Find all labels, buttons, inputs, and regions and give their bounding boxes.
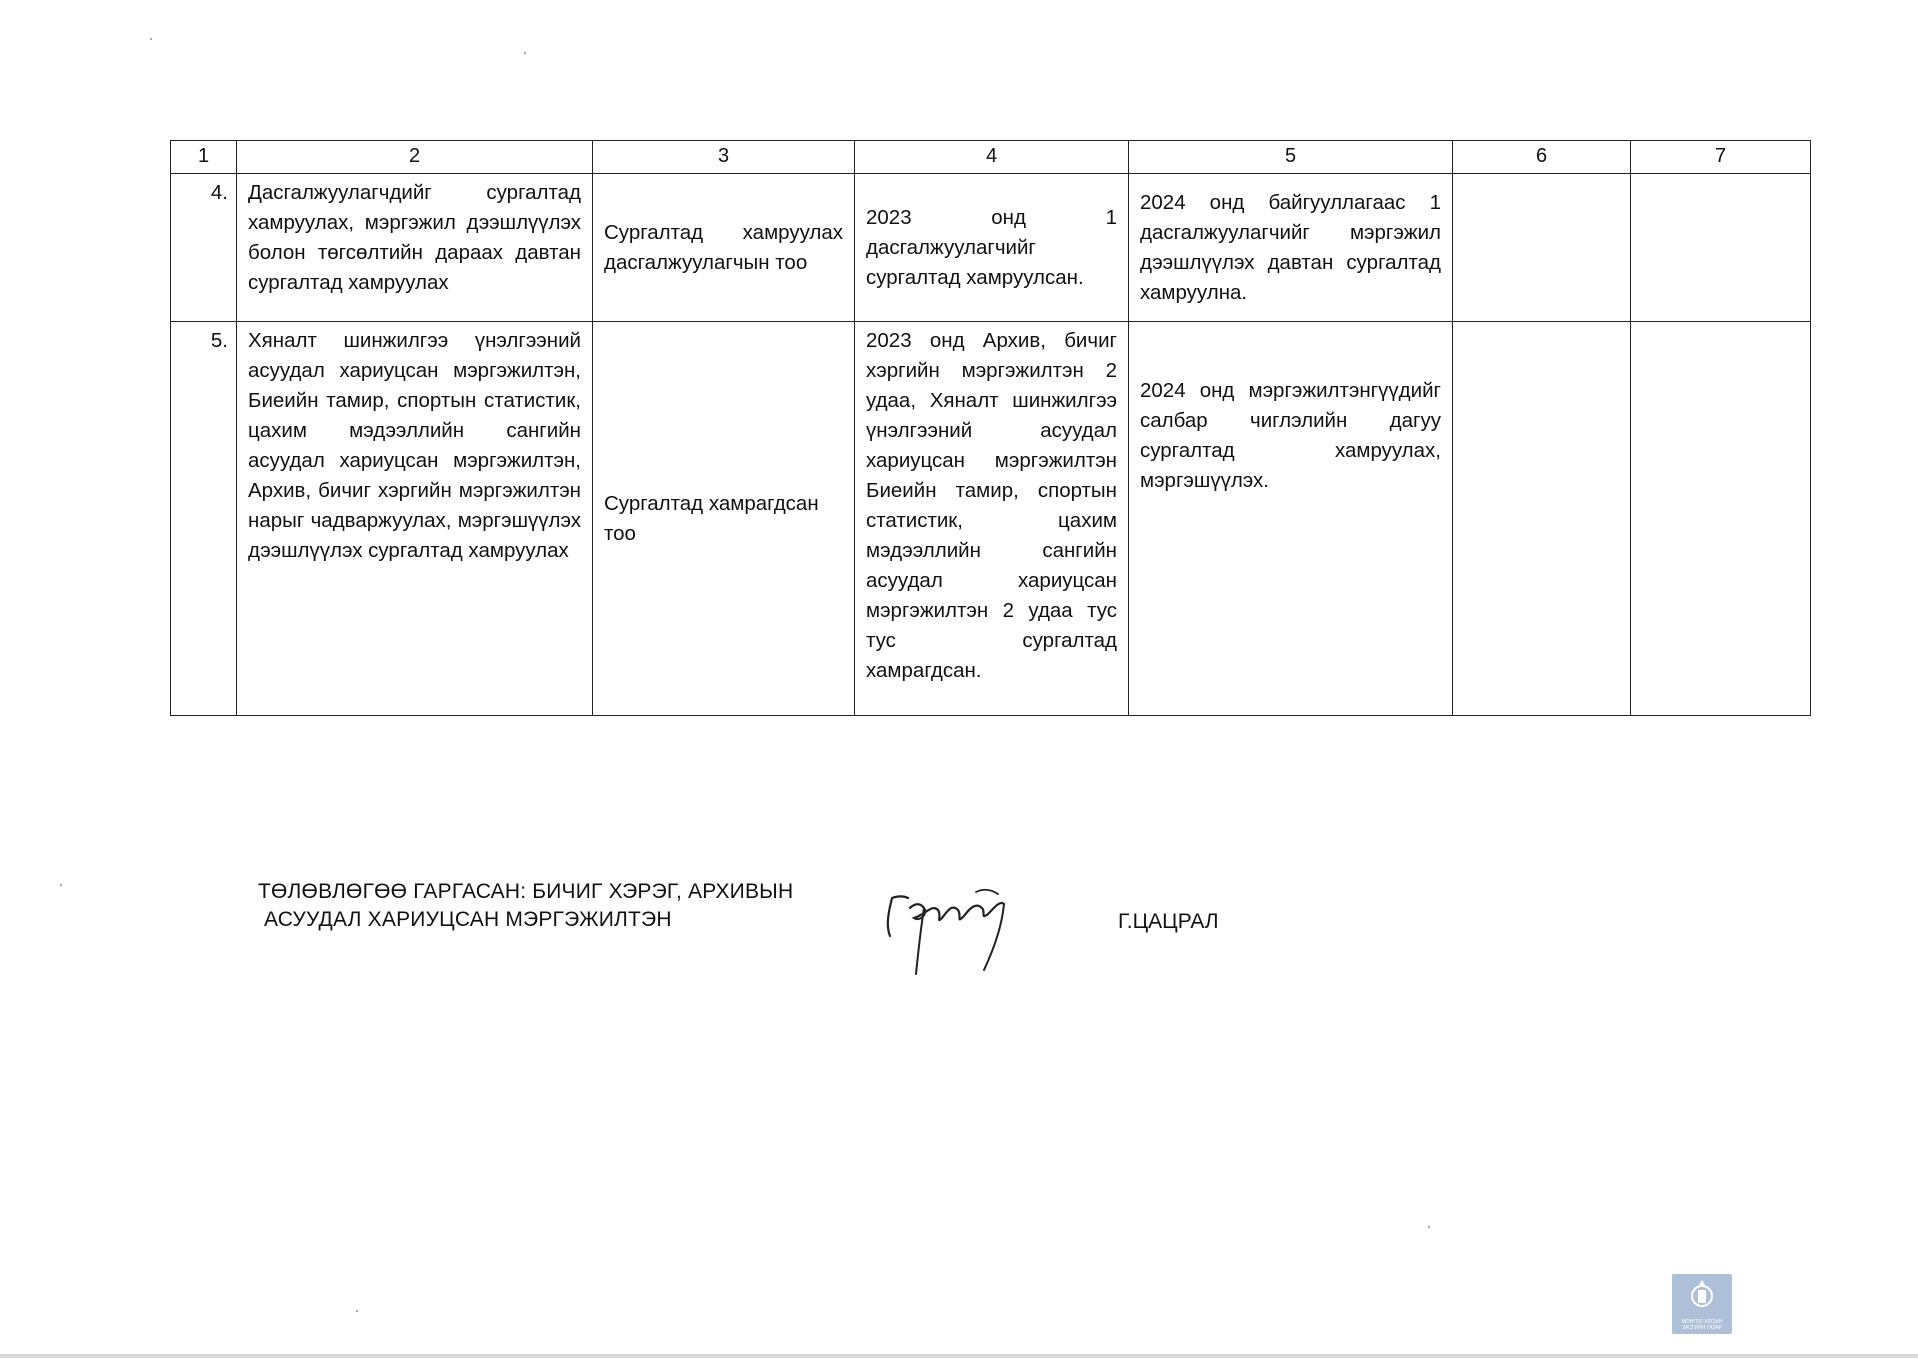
col7-cell xyxy=(1631,174,1811,322)
col6-cell xyxy=(1453,322,1631,716)
scan-speck xyxy=(524,52,526,54)
scan-speck xyxy=(60,884,62,886)
col6-cell xyxy=(1453,174,1631,322)
activity-cell: Хяналт шинжилгээ үнэлгээний асуудал хариуцсан мэргэжилтэн, Биеийн тамир, спортын статистик, цахим мэдээллийн сангийн асуудал хариуцсан мэргэжилтэн, Архив, бичиг хэргийн мэргэжилтэн нарыг чадваржуулах, мэргэшүүлэх дээшлүүлэх сургалтад хамруулах xyxy=(237,322,593,716)
header-col-7: 7 xyxy=(1631,141,1811,174)
government-emblem-icon xyxy=(1672,1274,1732,1334)
header-col-4: 4 xyxy=(855,141,1129,174)
emblem-caption: МОНГОЛ УЛСЫН ЗАСГИЙН ГАЗАР xyxy=(1681,1319,1723,1331)
scan-speck xyxy=(1428,1226,1430,1228)
row-number: 4. xyxy=(171,174,237,322)
table-row xyxy=(171,322,1811,716)
header-col-1: 1 xyxy=(171,141,237,174)
signature-title-line2: АСУУДАЛ ХАРИУЦСАН МЭРГЭЖИЛТЭН xyxy=(264,908,672,931)
header-col-2: 2 xyxy=(237,141,593,174)
activity-cell: Дасгалжуулагчдийг сургалтад хамруулах, мэргэжил дээшлүүлэх болон төгсөлтийн дараах давтан сургалтад хамруулах xyxy=(237,174,593,322)
row-number: 5. xyxy=(171,322,237,716)
col7-cell xyxy=(1631,322,1811,716)
indicator-cell: Сургалтад хамрагдсан тоо xyxy=(593,322,855,716)
baseline-cell: 2023 онд 1 дасгалжуулагчийг сургалтад хамруулсан. xyxy=(855,174,1129,322)
target-cell: 2024 онд мэргэжилтэнгүүдийг салбар чиглэлийн дагуу сургалтад хамруулах, мэргэшүүлэх. xyxy=(1129,322,1453,716)
handwritten-signature-icon xyxy=(880,874,1020,984)
signature-title-line1: ТӨЛӨВЛӨГӨӨ ГАРГАСАН: БИЧИГ ХЭРЭГ, АРХИВЫН xyxy=(258,880,794,903)
plan-table xyxy=(170,140,1811,716)
signature-block xyxy=(258,878,793,934)
indicator-cell: Сургалтад хамруулах дасгалжуулагчын тоо xyxy=(593,174,855,322)
scan-bottom-edge xyxy=(0,1354,1918,1358)
baseline-cell: 2023 онд Архив, бичиг хэргийн мэргэжилтэн 2 удаа, Хяналт шинжилгээ үнэлгээний асуудал хариуцсан мэргэжилтэн Биеийн тамир, спортын статистик, цахим мэдээллийн сангийн асуудал хариуцсан мэргэжилтэн 2 удаа тус тус сургалтад хамрагдсан. xyxy=(855,322,1129,716)
scan-speck xyxy=(356,1310,358,1312)
table-row xyxy=(171,174,1811,322)
header-col-3: 3 xyxy=(593,141,855,174)
header-col-6: 6 xyxy=(1453,141,1631,174)
scan-speck xyxy=(150,38,152,40)
target-cell: 2024 онд байгууллагаас 1 дасгалжуулагчийг мэргэжил дээшлүүлэх давтан сургалтад хамруулна. xyxy=(1129,174,1453,322)
signatory-name: Г.ЦАЦРАЛ xyxy=(1118,910,1219,933)
header-row xyxy=(171,141,1811,174)
header-col-5: 5 xyxy=(1129,141,1453,174)
